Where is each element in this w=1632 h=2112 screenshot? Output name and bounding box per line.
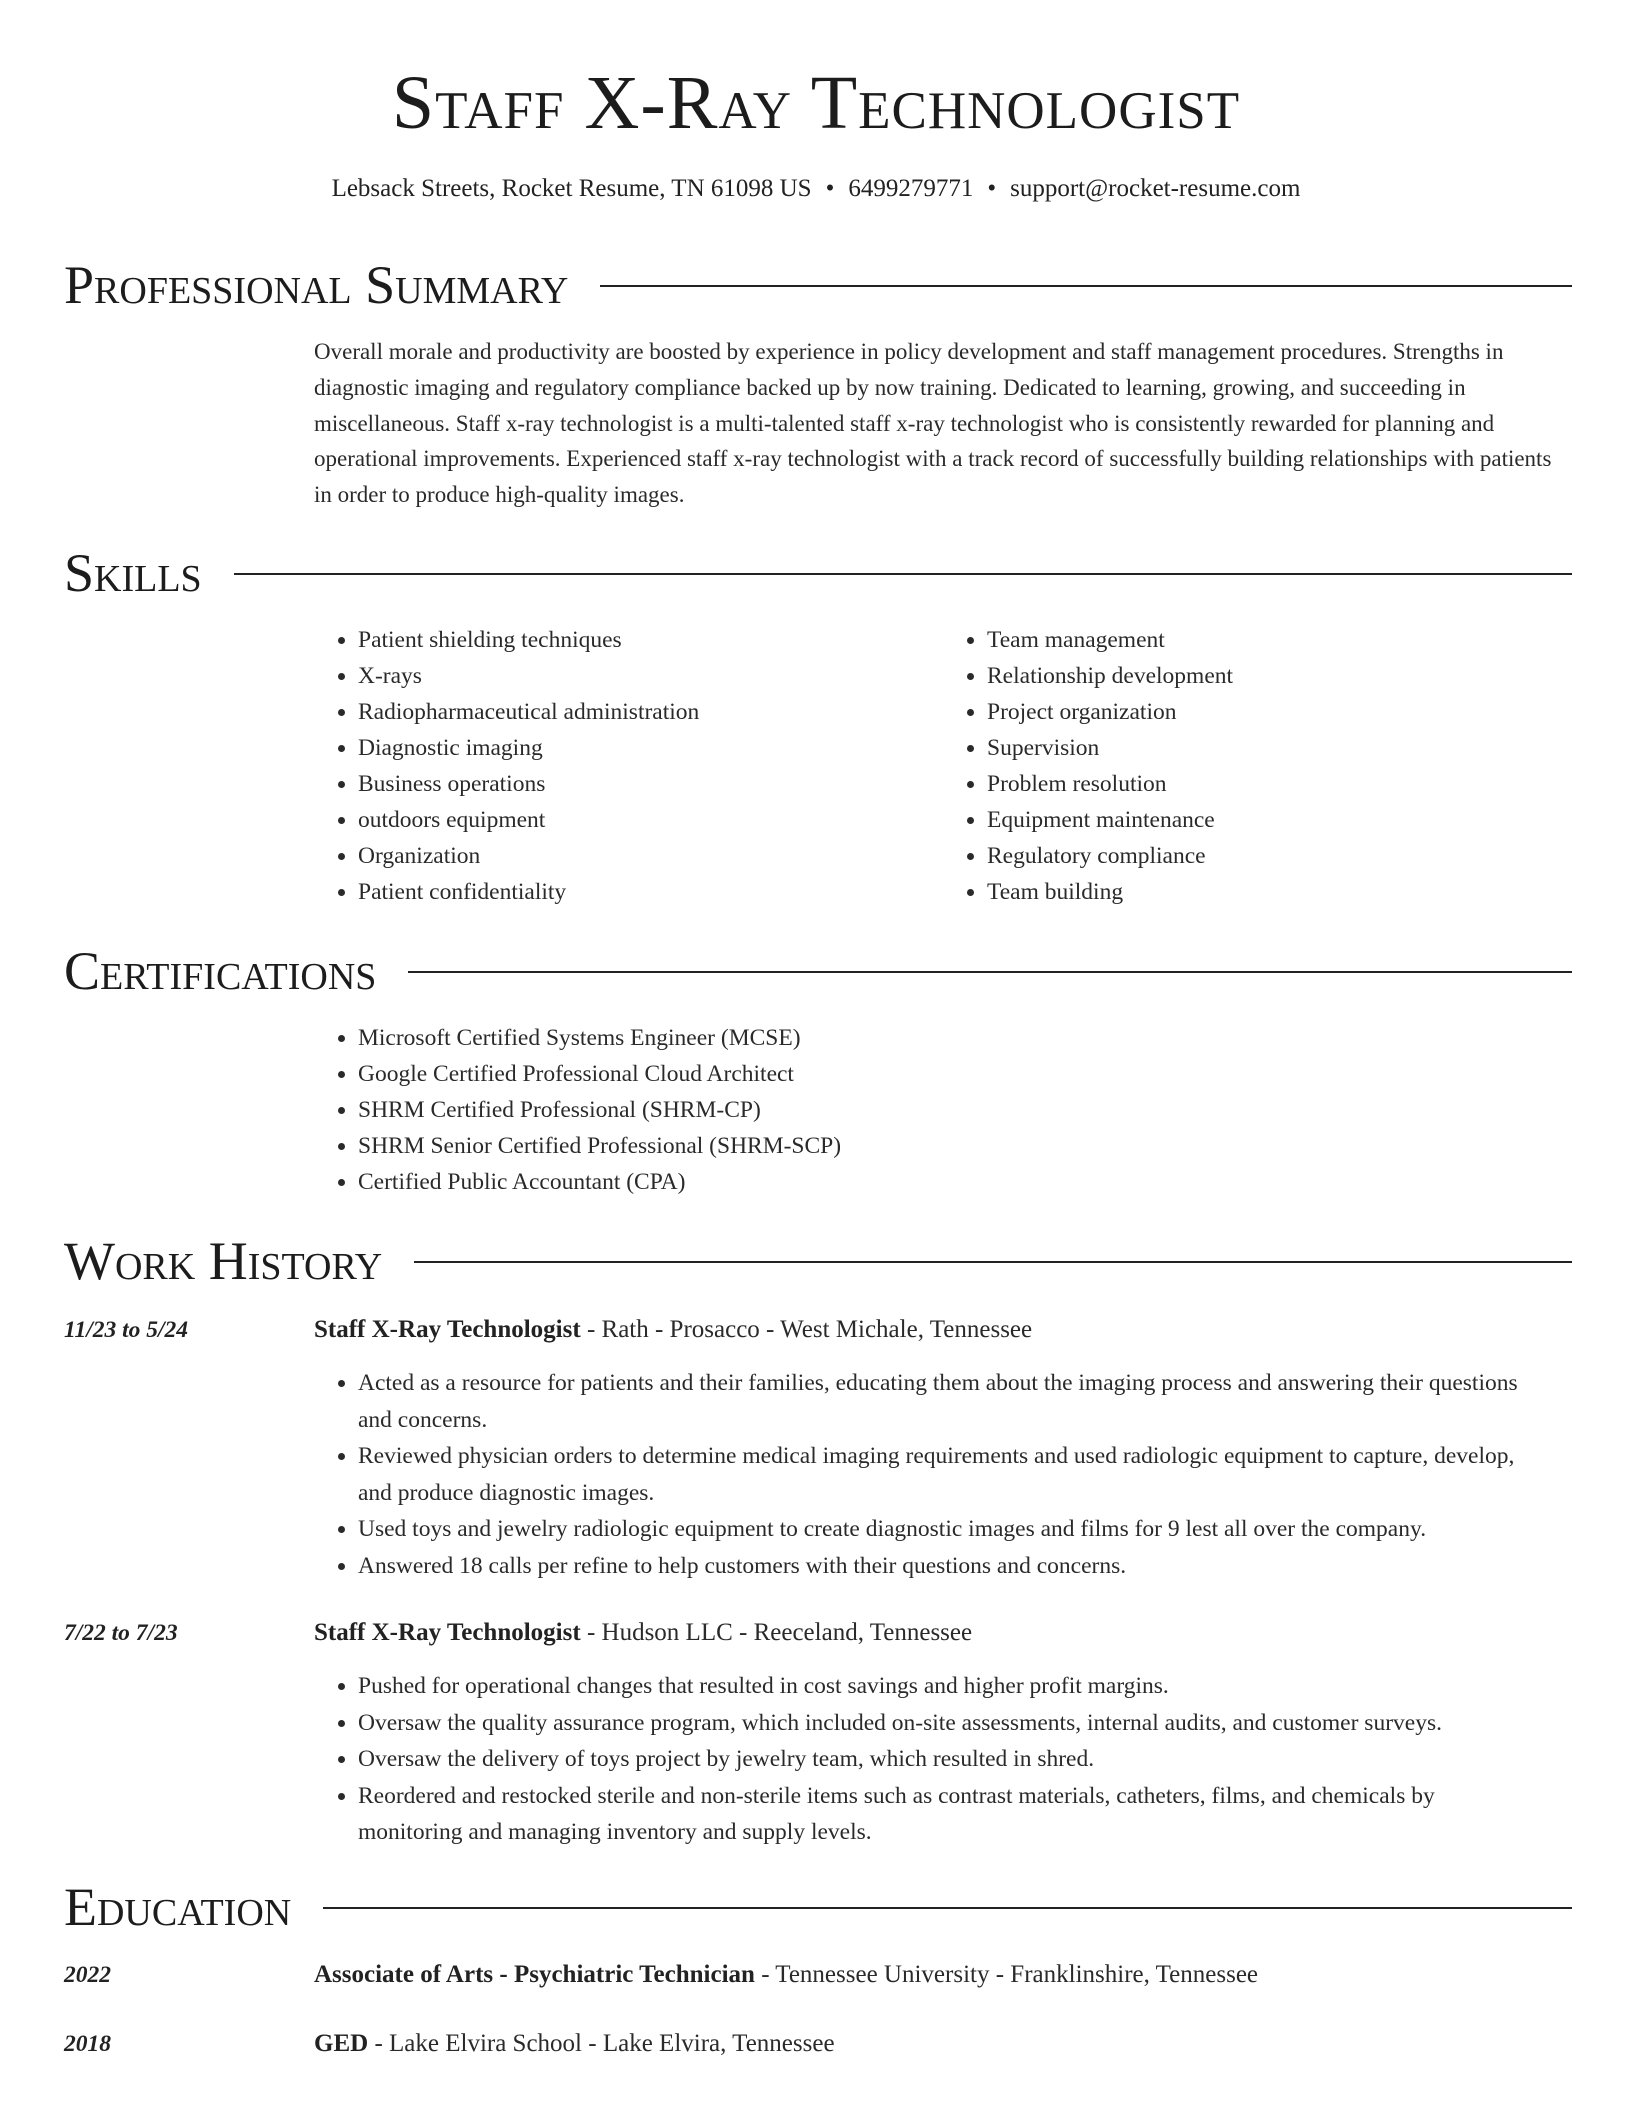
skill-item: • Organization xyxy=(358,838,943,874)
contact-line xyxy=(0,172,1632,206)
summary-text: Overall morale and productivity are boosted by experience in policy development and staff management procedures. Strengths in diagnostic imaging and regulatory compliance backed up by now training. Dedicated to learning, growing, and succeeding in miscellaneous. Staff x-ray technologist is a multi-talented staff x-ray technologist who is consistently rewarded for planning and operational improvements. Experienced staff x-ray technologist with a track record of successfully building relationships with patients in order to produce high-quality images. xyxy=(314,339,1552,508)
work-history-section-header xyxy=(64,1230,1572,1292)
job-bullet: • Oversaw the quality assurance program, which included on-site assessments, internal audits, and customer surveys. xyxy=(358,1705,1524,1742)
job-title: Staff X-Ray Technologist xyxy=(314,1316,581,1343)
job-bullet: • Reviewed physician orders to determine medical imaging requirements and used radiologic equipment to capture, develop, and produce diagnostic images. xyxy=(358,1438,1524,1511)
skill-item: • Team building xyxy=(987,874,1572,910)
education-section-header xyxy=(64,1876,1572,1938)
section-divider xyxy=(408,971,1572,973)
certification-item: • Microsoft Certified Systems Engineer (MCSE) xyxy=(358,1020,1572,1056)
job-responsibilities xyxy=(314,1668,1524,1851)
section-divider xyxy=(600,285,1572,287)
certification-item: • Google Certified Professional Cloud Architect xyxy=(358,1056,1572,1092)
certifications-section-header xyxy=(64,940,1572,1002)
section-title: Work History xyxy=(64,1231,383,1291)
skill-item: • Relationship development xyxy=(987,658,1572,694)
job-title: Staff X-Ray Technologist xyxy=(314,1619,581,1646)
education-entry xyxy=(314,2027,1572,2061)
certification-item: • SHRM Certified Professional (SHRM-CP) xyxy=(358,1092,1572,1128)
contact-address: Lebsack Streets, Rocket Resume, TN 61098 US xyxy=(331,175,812,202)
job-employer: - Rath - Prosacco - West Michale, Tennessee xyxy=(580,1316,1033,1343)
section-divider xyxy=(234,573,1572,575)
section-divider xyxy=(414,1261,1572,1263)
skill-item: • Equipment maintenance xyxy=(987,802,1572,838)
job-bullet: • Reordered and restocked sterile and non-sterile items such as contrast materials, catheters, films, and chemicals by monitoring and managing inventory and supply levels. xyxy=(358,1778,1524,1851)
skill-item: • Team management xyxy=(987,622,1572,658)
job-bullet: • Acted as a resource for patients and their families, educating them about the imaging process and answering their questions and concerns. xyxy=(358,1365,1524,1438)
job-employer: - Hudson LLC - Reeceland, Tennessee xyxy=(580,1619,973,1646)
job-dates: 7/22 to 7/23 xyxy=(64,1620,178,1646)
section-title: Professional Summary xyxy=(64,255,569,315)
contact-email: support@rocket-resume.com xyxy=(1010,175,1301,202)
job-bullet: • Answered 18 calls per refine to help customers with their questions and concerns. xyxy=(358,1548,1524,1585)
job-bullet: • Pushed for operational changes that resulted in cost savings and higher profit margins. xyxy=(358,1668,1524,1705)
skill-item: • Regulatory compliance xyxy=(987,838,1572,874)
skill-item: • Diagnostic imaging xyxy=(358,730,943,766)
education-degree: Associate of Arts - Psychiatric Technician xyxy=(314,1961,755,1988)
certification-item: • Certified Public Accountant (CPA) xyxy=(358,1164,1572,1200)
section-title: Education xyxy=(64,1877,292,1937)
skill-item: • X-rays xyxy=(358,658,943,694)
skills-column-right xyxy=(943,622,1572,910)
skills-section-header xyxy=(64,542,1572,604)
skill-item: • Radiopharmaceutical administration xyxy=(358,694,943,730)
certifications-list xyxy=(314,1020,1572,1200)
education-school: - Lake Elvira School - Lake Elvira, Tennessee xyxy=(368,2030,835,2057)
section-title: Certifications xyxy=(64,941,377,1001)
skill-item: • Supervision xyxy=(987,730,1572,766)
education-degree: GED xyxy=(314,2030,369,2057)
certification-item: • SHRM Senior Certified Professional (SHRM-SCP) xyxy=(358,1128,1572,1164)
skills-list xyxy=(314,622,1572,910)
job-heading xyxy=(314,1313,1572,1347)
skill-item: • Project organization xyxy=(987,694,1572,730)
contact-separator: • xyxy=(987,175,997,202)
job-bullet: • Oversaw the delivery of toys project by jewelry team, which resulted in shred. xyxy=(358,1741,1524,1778)
education-year: 2018 xyxy=(64,2031,111,2057)
skill-item: • Patient confidentiality xyxy=(358,874,943,910)
education-entry xyxy=(314,1958,1572,1992)
section-divider xyxy=(323,1907,1572,1909)
contact-separator: • xyxy=(825,175,835,202)
skill-item: • Patient shielding techniques xyxy=(358,622,943,658)
skills-column-left xyxy=(314,622,943,910)
skill-item: • Problem resolution xyxy=(987,766,1572,802)
skill-item: • Business operations xyxy=(358,766,943,802)
skill-item: • outdoors equipment xyxy=(358,802,943,838)
job-bullet: • Used toys and jewelry radiologic equipment to create diagnostic images and films for 9 lest all over the company. xyxy=(358,1511,1524,1548)
contact-phone: 6499279771 xyxy=(848,175,974,202)
section-title: Skills xyxy=(64,543,202,603)
resume-name: Staff X-Ray Technologist xyxy=(391,61,1241,145)
job-responsibilities xyxy=(314,1365,1524,1584)
job-heading xyxy=(314,1616,1572,1650)
education-year: 2022 xyxy=(64,1962,111,1988)
education-school: - Tennessee University - Franklinshire, Tennessee xyxy=(754,1961,1259,1988)
summary-section-header xyxy=(64,254,1572,316)
job-dates: 11/23 to 5/24 xyxy=(64,1317,189,1343)
